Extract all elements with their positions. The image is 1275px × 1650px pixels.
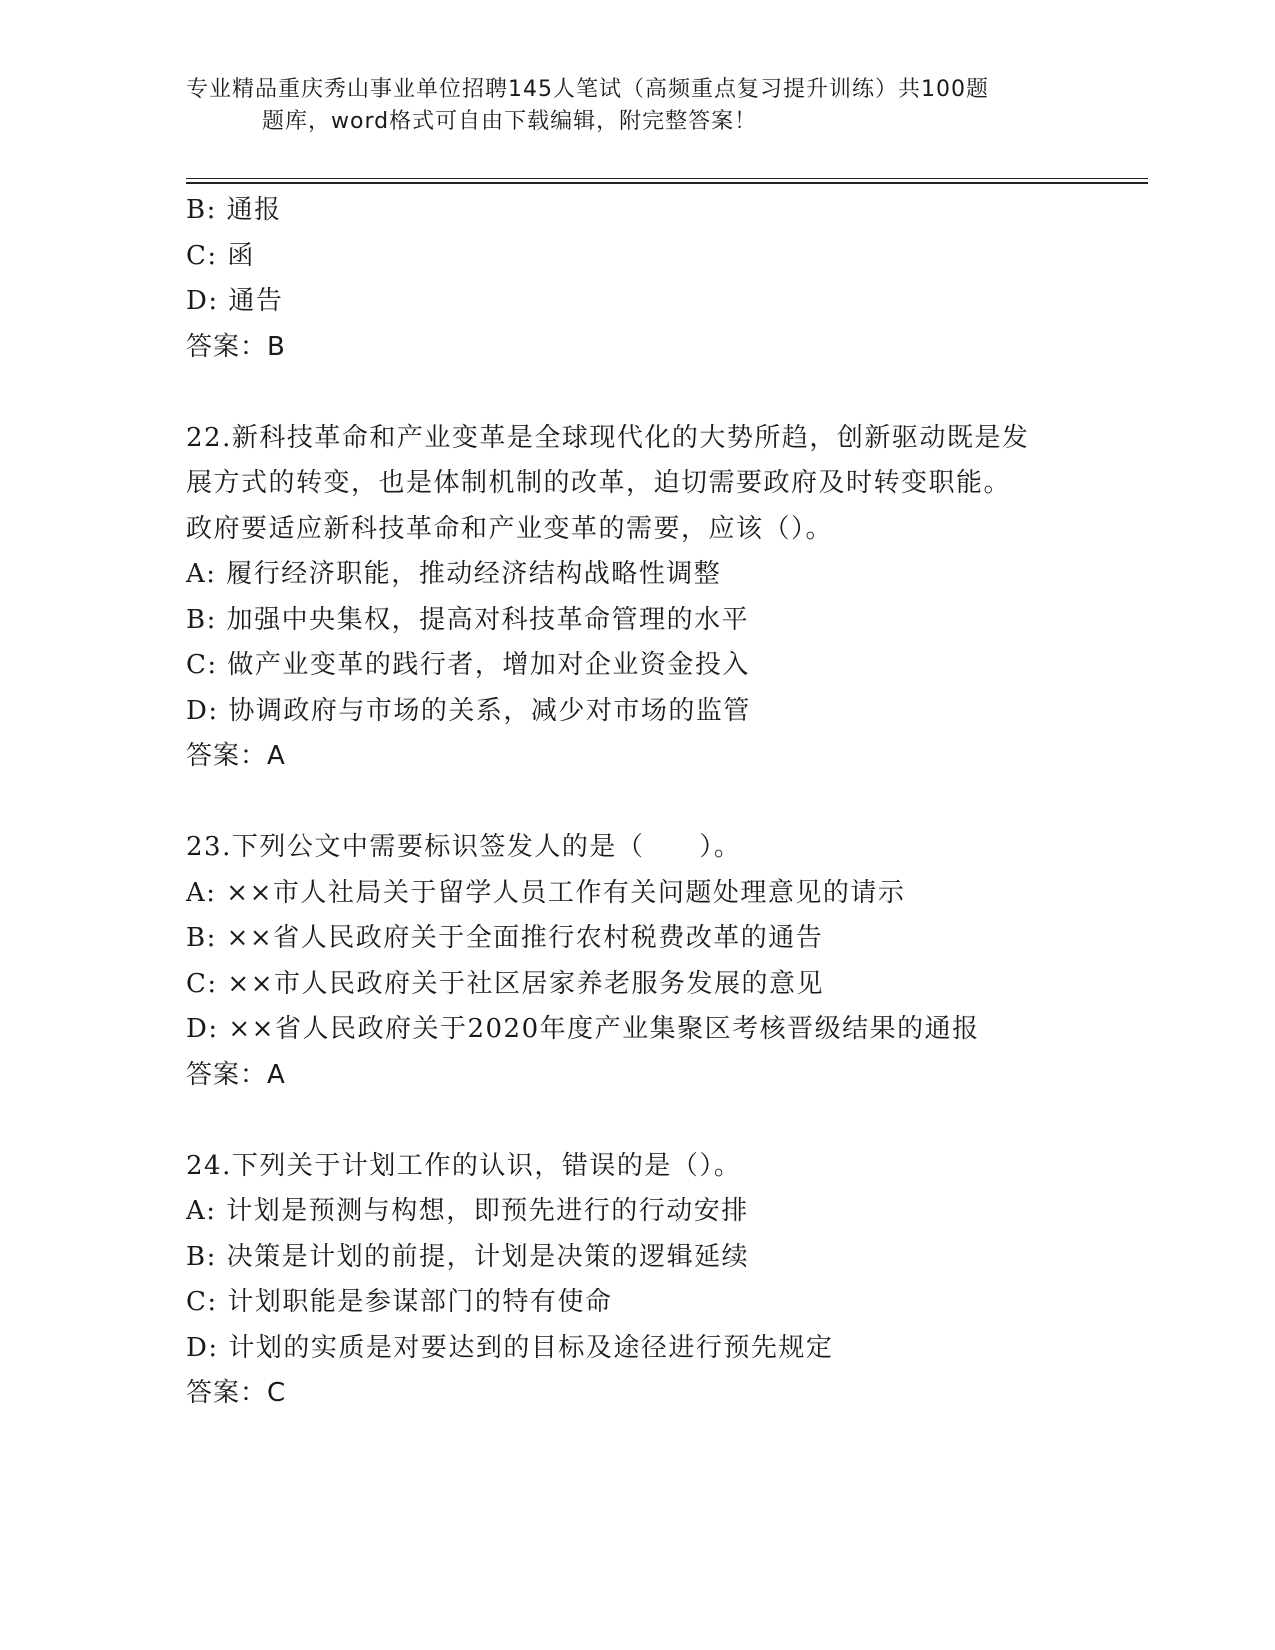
spacer	[186, 780, 1146, 826]
spacer	[186, 1098, 1146, 1144]
option-c: C: ××市人民政府关于社区居家养老服务发展的意见	[186, 968, 824, 999]
option-a: A: 计划是预测与构想，即预先进行的行动安排	[186, 1196, 749, 1226]
option-d: D: 协调政府与市场的关系，减少对市场的监管	[186, 695, 751, 726]
option-b: B: 加强中央集权，提高对科技革命管理的水平	[186, 604, 750, 635]
question-23	[186, 825, 1146, 1098]
question-stem-line: 展方式的转变，也是体制机制的改革，迫切需要政府及时转变职能。	[186, 468, 1012, 498]
option-b: B: 决策是计划的前提，计划是决策的逻辑延续	[186, 1241, 750, 1272]
option-c: C: 计划职能是参谋部门的特有使命	[186, 1287, 613, 1317]
option-d: D: ××省人民政府关于2020年度产业集聚区考核晋级结果的通报	[186, 1014, 980, 1044]
question-24	[186, 1144, 1146, 1417]
answer-label: 答案：A	[186, 741, 286, 771]
option-b: B: ××省人民政府关于全面推行农村税费改革的通告	[186, 923, 824, 953]
question-stem-line: 23.下列公文中需要标识签发人的是（ ）。	[186, 832, 742, 862]
option-b: B: 通报	[186, 195, 282, 225]
header-rule-thick	[186, 182, 1148, 184]
answer-label: 答案：A	[186, 1059, 286, 1090]
option-c: C: 做产业变革的践行者，增加对企业资金投入	[186, 650, 750, 680]
option-c: C: 函	[186, 240, 255, 271]
question-stem-line: 政府要适应新科技革命和产业变革的需要，应该（）。	[186, 513, 834, 544]
option-d: D: 计划的实质是对要达到的目标及途径进行预先规定	[186, 1332, 834, 1363]
header-title-line-2: 题库，word格式可自由下载编辑，附完整答案！	[262, 109, 758, 134]
option-a: A: ××市人社局关于留学人员工作有关问题处理意见的请示	[186, 877, 906, 908]
document-header	[186, 74, 1066, 138]
option-a: A: 履行经济职能，推动经济结构战略性调整	[186, 559, 722, 589]
question-stem-line: 22.新科技革命和产业变革是全球现代化的大势所趋，创新驱动既是发	[186, 422, 1030, 453]
spacer	[186, 370, 1146, 416]
answer-label: 答案：C	[186, 1378, 287, 1408]
header-title-line-1: 专业精品重庆秀山事业单位招聘145人笔试（高频重点复习提升训练）共100题	[186, 77, 989, 102]
question-content	[186, 188, 1146, 1417]
header-rule-thin	[186, 178, 1148, 179]
question-22	[186, 416, 1146, 780]
option-d: D: 通告	[186, 286, 284, 316]
question-21-tail	[186, 188, 1146, 370]
answer-label: 答案：B	[186, 331, 286, 362]
question-stem-line: 24.下列关于计划工作的认识，错误的是（）。	[186, 1150, 742, 1181]
